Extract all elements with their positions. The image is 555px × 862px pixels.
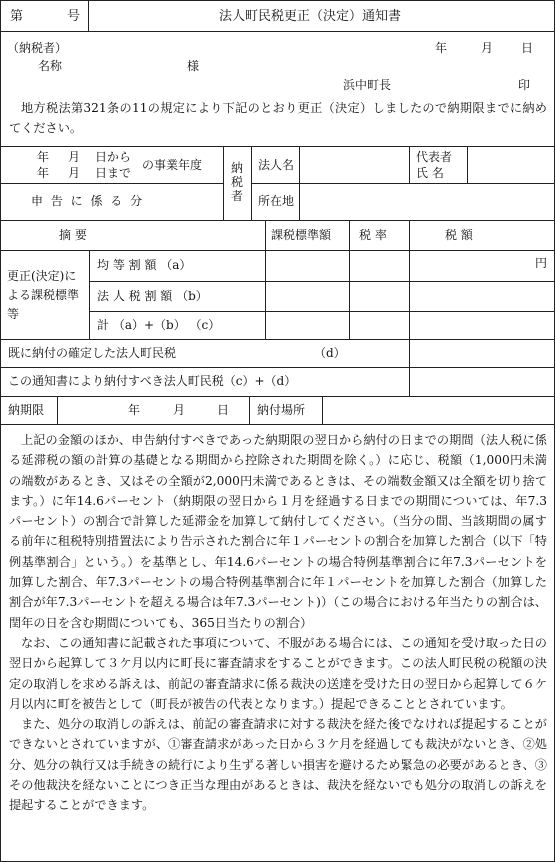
divider [409,220,410,396]
unit-yen: 円 [535,256,548,270]
note-appeal: なお、この通知書に記載された事項について、不服がある場合には、この通知を受け取った日の翌日から起算して３ケ月以内に町長に審査請求をすることができます。この法人町民税の税額の決定の取消しを求める訴えは、前記の審査請求に係る裁決の送達を受けた日の翌日から起算して６ケ月以内に町を被告として（町長が被告の代表となります。）提起できることとされています。 [9,635,547,711]
divider [1,183,223,184]
document-title: 法人町民税更正（決定）通知書 [219,9,402,24]
notes-block [9,430,547,816]
due-date-label: 納期限 [8,403,45,417]
row-corp-tax-levy: 法 人 税 割 額 （b） [97,289,208,303]
divider [299,146,300,220]
divider [1,146,554,147]
payment-place-label: 納付場所 [257,403,306,417]
divider [467,146,468,183]
representative-label: 代表者 [416,150,453,164]
number-suffix: 号 [67,9,81,24]
taxpayer-label: （納税者） [7,41,68,55]
divider [322,396,323,424]
row-amount-due: この通知書により納付すべき法人町民税（c）+（d） [8,374,297,388]
divider [1,31,554,32]
honorific: 様 [187,59,200,73]
intro-text: 地方税法第321条の11の規定により下記のとおり更正（決定）しましたので納期限までに納めてください。 [9,101,547,136]
due-month: 月 [173,403,186,417]
col-summary-header: 摘 要 [59,228,87,242]
intro-paragraph [9,98,547,139]
divider [223,146,224,220]
divider [1,424,554,425]
number-label: 第 [10,9,24,24]
representative-name-label: 氏 名 [416,166,444,180]
divider [89,281,554,282]
divider [1,220,554,221]
divider [57,396,58,424]
divider [349,220,350,339]
col-amount-header: 税 額 [445,228,473,242]
period-end-month: 月 [68,166,81,180]
divider [1,250,554,251]
divider [251,146,252,220]
correction-group-label: 更正(決定)による課税標準等 [7,269,80,321]
divider [89,250,90,339]
filing-label: 申 告 に 係 る 分 [31,194,145,208]
row-subtotal: 計 （a）+（b） （c） [97,318,221,332]
note-late-fee: 上記の金額のほか、申告納付すべきであった納期限の翌日から納付の日までの期間（法人税に係る延滞税の額の計算の基礎となる期間から控除された期間を除く。）に応じ、税額（1,000円未満の端数があるとき、又はその全額が2,000円未満であるときは、その端数金額又は全額を切り捨てます。）に年14.6パーセント（納期限の翌日から１月を経過する日までの期間については、年7.3パーセント）の割合で計算した延滞金を加算して納付してください。（当分の間、当該期間の属する前年に租税特別措置法により告示された割合に年１パーセントの割合を加算した割合（以下「特例基準割合」という。）を基準とし、年14.6パーセントの場合特例基準割合に年7.3パーセントを加算した割合、年7.3パーセントの場合特例基準割合に年１パーセントを加算した割合（加算した割合が年7.3パーセントを超える場合は年7.3パーセント)）（この場合における年当たりの割合は、閏年の日を含む期間についても、365日当たりの割合） [9,433,547,630]
taxpayer-vertical-label: 納税者 [231,161,244,203]
divider [1,367,554,368]
col-rate-header: 税 率 [359,228,387,242]
divider [265,220,266,339]
note-lawsuit: また、処分の取消しの訴えは、前記の審査請求に対する裁決を経た後でなければ提起することができないとされていますが、①審査請求があった日から３ケ月を経過しても裁決がないとき、②処分、処分の執行又は手続きの続行により生ずる著しい損害を避けるため緊急の必要があるとき、③その他裁決を経ないことにつき正当な理由があるときは、裁決を経ないでも処分の取消しの訴えを提起することができます。 [9,717,547,813]
seal-mark: 印 [518,78,531,92]
period-end-year: 年 [37,166,50,180]
row-confirmed-tag: （d） [314,346,346,360]
divider [1,396,554,397]
address-label: 所在地 [258,194,295,208]
period-start-year: 年 [37,150,50,164]
divider [1,339,554,340]
divider [249,396,250,424]
row-per-capita: 均 等 割 額 （a） [97,258,192,272]
period-end-day: 日まで [95,166,132,180]
divider [409,146,410,183]
divider [88,1,89,31]
divider [89,311,554,312]
issuer: 浜中町長 [343,78,392,92]
date-year: 年 [435,41,448,55]
due-day: 日 [217,403,230,417]
col-base-header: 課税標準額 [271,228,332,242]
date-month: 月 [481,41,494,55]
corp-name-label: 法人名 [258,158,295,172]
due-year: 年 [128,403,141,417]
period-start-day: 日から [95,150,132,164]
taxpayer-name-label: 名称 [38,59,63,73]
fiscal-year-label: の事業年度 [142,158,203,172]
date-day: 日 [521,41,534,55]
divider [251,183,554,184]
period-start-month: 月 [68,150,81,164]
row-confirmed-tax: 既に納付の確定した法人町民税 [8,346,177,360]
